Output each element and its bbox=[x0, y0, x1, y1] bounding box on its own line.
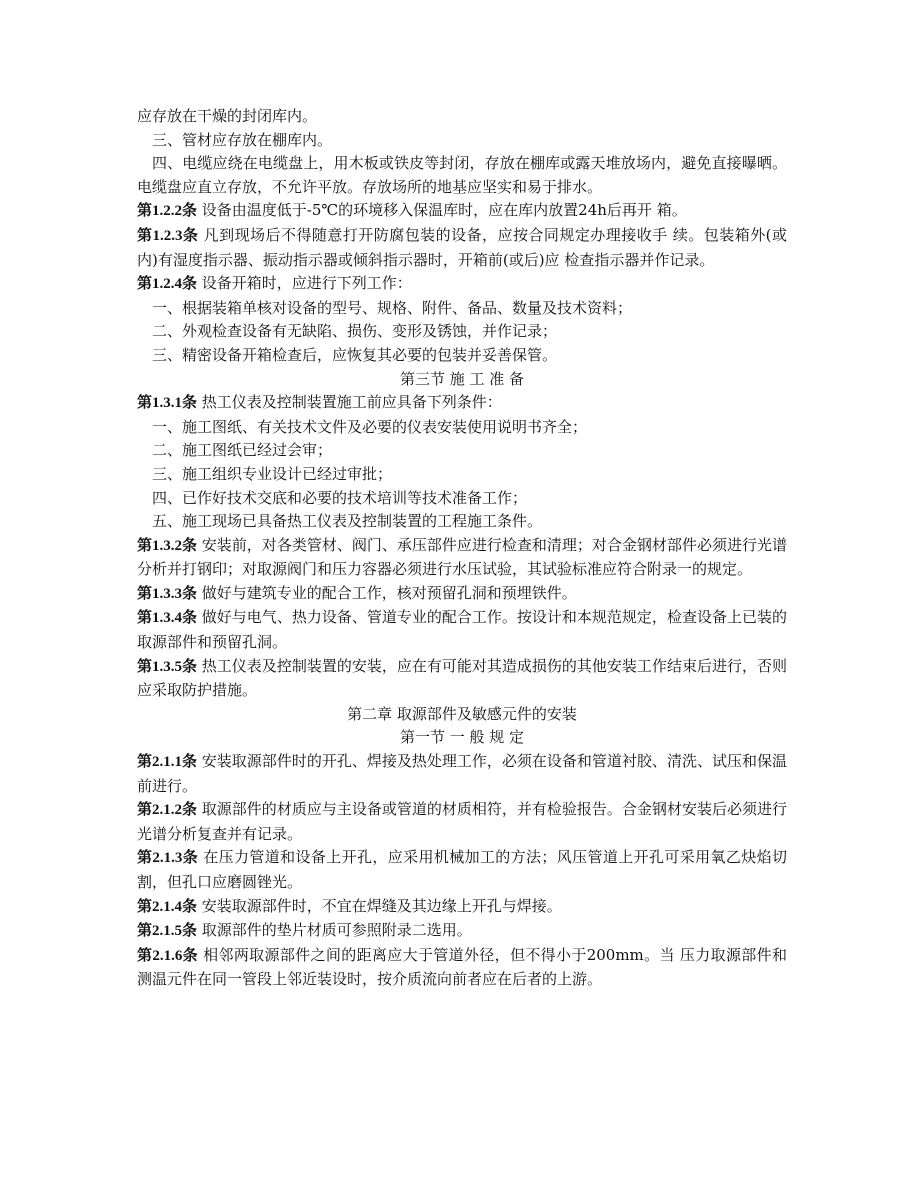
clause-number: 第1.3.1条 bbox=[137, 395, 198, 412]
clause bbox=[137, 224, 787, 272]
section-heading: 第三节 施 工 准 备 bbox=[399, 369, 525, 388]
list-item: 三、施工组织专业设计已经过审批； bbox=[152, 464, 393, 483]
list-item: 四、电缆应绕在电缆盘上，用木板或铁皮等封闭，存放在棚库或露天堆放场内，避免直接曝晒。电缆盘应直立存放，不允许平放。存放场所的地基应坚实和易于排水。 bbox=[137, 154, 787, 196]
clause bbox=[137, 846, 787, 894]
clause bbox=[137, 895, 787, 920]
list-item: 二、外观检查设备有无缺陷、损伤、变形及锈蚀，并作记录； bbox=[152, 322, 558, 341]
clause-text: 做好与电气、热力设备、管道专业的配合工作。按设计和本规范规定，检查设备上已装的取源部件和预留孔洞。 bbox=[137, 608, 787, 652]
list-item: 一、施工图纸、有关技术文件及必要的仪表安装使用说明书齐全； bbox=[152, 417, 588, 436]
clause-text: 安装前，对各类管材、阀门、承压部件应进行检查和清理；对合金钢材部件必须进行光谱分析并打钢印；对取源阀门和压力容器必须进行水压试验，其试验标准应符合附录一的规定。 bbox=[137, 535, 787, 579]
clause-number: 第1.3.2条 bbox=[137, 537, 198, 554]
clause-text: 热工仪表及控制装置施工前应具备下列条件： bbox=[197, 393, 502, 412]
clause-number: 第1.3.3条 bbox=[137, 585, 198, 602]
clause-number: 第2.1.1条 bbox=[137, 754, 198, 771]
section-heading: 第一节 一 般 规 定 bbox=[399, 728, 525, 747]
clause-number: 第1.2.3条 bbox=[137, 227, 199, 244]
clause bbox=[137, 919, 787, 944]
clause-number: 第1.3.4条 bbox=[137, 610, 198, 627]
clause bbox=[137, 199, 787, 224]
list-item: 五、施工现场已具备热工仪表及控制装置的工程施工条件。 bbox=[152, 512, 543, 531]
clause bbox=[137, 391, 787, 416]
clause-text: 取源部件的垫片材质可参照附录二选用。 bbox=[197, 921, 472, 940]
clause bbox=[137, 655, 787, 703]
clause bbox=[137, 944, 787, 992]
clause-text: 在压力管道和设备上开孔，应采用机械加工的方法；风压管道上开孔可采用氧乙炔焰切割，但孔口应磨圆锉光。 bbox=[137, 848, 787, 891]
clause-text: 取源部件的材质应与主设备或管道的材质相符，并有检验报告。合金钢材安装后必须进行光谱分析复查并有记录。 bbox=[137, 800, 787, 843]
clause bbox=[137, 582, 787, 607]
chapter-heading: 第二章 取源部件及敏感元件的安装 bbox=[347, 704, 577, 723]
clause bbox=[137, 534, 787, 582]
document-body bbox=[137, 105, 787, 992]
list-item: 三、管材应存放在棚库内。 bbox=[152, 130, 333, 149]
clause-text: 安装取源部件时的开孔、焊接及热处理工作，必须在设备和管道衬胶、清洗、试压和保温前进行。 bbox=[137, 752, 787, 795]
list-item: 四、已作好技术交底和必要的技术培训等技术准备工作； bbox=[152, 488, 528, 507]
clause-number: 第2.1.3条 bbox=[137, 850, 199, 867]
clause bbox=[137, 272, 787, 297]
clause bbox=[137, 606, 787, 654]
clause-text: 设备开箱时，应进行下列工作： bbox=[197, 274, 412, 293]
paragraph: 应存放在干燥的封闭库内。 bbox=[137, 107, 318, 125]
list-item: 三、精密设备开箱检查后，应恢复其必要的包装并妥善保管。 bbox=[152, 345, 558, 364]
clause-number: 第2.1.6条 bbox=[137, 947, 199, 964]
clause-number: 第1.2.2条 bbox=[137, 203, 198, 220]
list-item: 一、根据装箱单核对设备的型号、规格、附件、备品、数量及技术资料； bbox=[152, 298, 633, 317]
clause-number: 第2.1.2条 bbox=[137, 802, 198, 819]
clause bbox=[137, 798, 787, 846]
clause-text: 凡到现场后不得随意打开防腐包装的设备，应按合同规定办理接收手 续。包装箱外(或内)有湿度指示器、振动指示器或倾斜指示器时，开箱前(或后)应 检查指示器并作记录。 bbox=[137, 225, 787, 269]
clause-number: 第1.3.5条 bbox=[137, 658, 198, 675]
clause-number: 第2.1.5条 bbox=[137, 923, 198, 940]
clause-text: 热工仪表及控制装置的安装，应在有可能对其造成损伤的其他安装工作结束后进行，否则应采取防护措施。 bbox=[137, 656, 787, 700]
clause-text: 设备由温度低于-5℃的环境移入保温库时，应在库内放置24h后再开 箱。 bbox=[197, 201, 687, 220]
clause-text: 安装取源部件时，不宜在焊缝及其边缘上开孔与焊接。 bbox=[197, 896, 562, 915]
clause-text: 相邻两取源部件之间的距离应大于管道外径，但不得小于200mm。当 压力取源部件和测温元件在同一管段上邻近装设时，按介质流向前者应在后者的上游。 bbox=[137, 945, 787, 989]
clause-text: 做好与建筑专业的配合工作，核对预留孔洞和预埋铁件。 bbox=[197, 583, 577, 602]
clause-number: 第2.1.4条 bbox=[137, 898, 198, 915]
clause bbox=[137, 750, 787, 798]
list-item: 二、施工图纸已经过会审； bbox=[152, 441, 333, 460]
clause-number: 第1.2.4条 bbox=[137, 276, 198, 293]
